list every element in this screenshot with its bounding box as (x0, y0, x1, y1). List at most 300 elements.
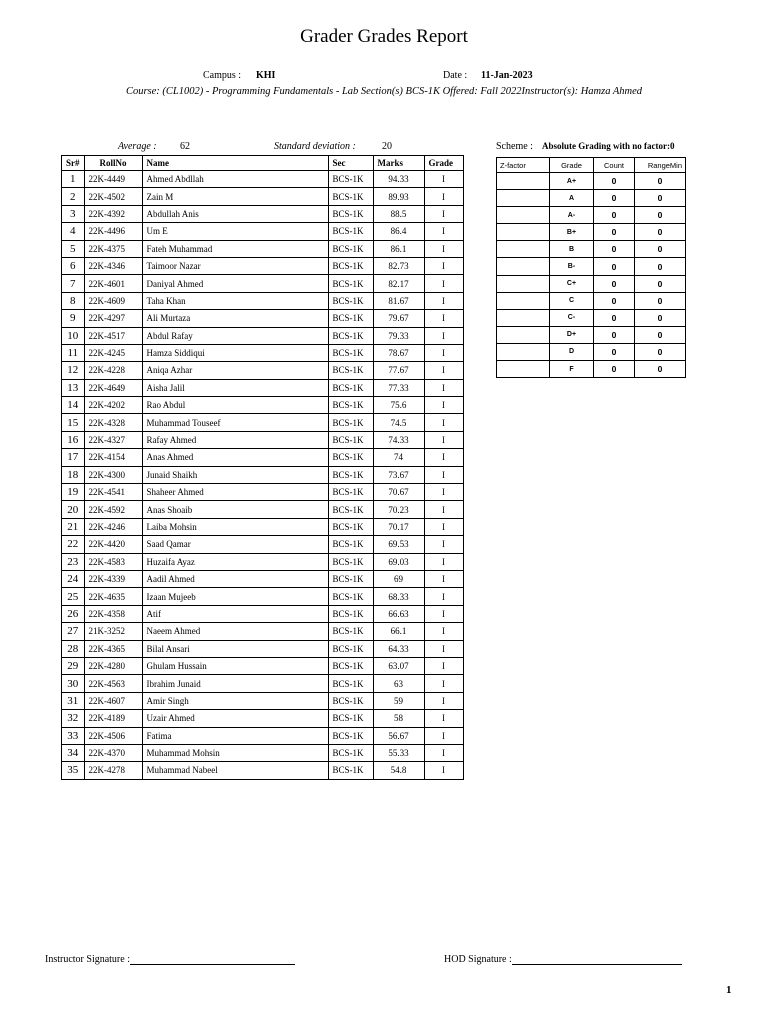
table-row (62, 275, 464, 292)
cell-marks: 86.4 (373, 223, 424, 240)
grading-scheme-table (496, 157, 686, 378)
cell-marks: 79.67 (373, 310, 424, 327)
scheme-row (497, 309, 686, 326)
cell-sr: 26 (62, 605, 85, 622)
table-row (62, 675, 464, 692)
scheme-row (497, 275, 686, 292)
cell-count: 0 (594, 326, 635, 343)
cell-marks: 70.67 (373, 484, 424, 501)
cell-grade: I (424, 553, 463, 570)
cell-rollno: 22K-4154 (84, 449, 142, 466)
cell-sec: BCS-1K (328, 188, 373, 205)
cell-grade: I (424, 449, 463, 466)
cell-sec: BCS-1K (328, 744, 373, 761)
cell-count: 0 (594, 207, 635, 224)
cell-grade: D (550, 343, 594, 360)
cell-name: Huzaifa Ayaz (142, 553, 328, 570)
cell-range-min: 0 (635, 190, 686, 207)
cell-rollno: 22K-4246 (84, 518, 142, 535)
table-row (62, 257, 464, 274)
scheme-row (497, 224, 686, 241)
cell-rollno: 22K-4449 (84, 171, 142, 188)
cell-marks: 54.8 (373, 762, 424, 779)
cell-sec: BCS-1K (328, 588, 373, 605)
cell-name: Aniqa Azhar (142, 362, 328, 379)
cell-range-min: 0 (635, 343, 686, 360)
cell-grade: I (424, 588, 463, 605)
cell-grade: C- (550, 309, 594, 326)
cell-sec: BCS-1K (328, 449, 373, 466)
cell-rollno: 22K-4592 (84, 501, 142, 518)
table-row (62, 640, 464, 657)
cell-grade: I (424, 501, 463, 518)
cell-grade: I (424, 362, 463, 379)
cell-rollno: 22K-4496 (84, 223, 142, 240)
table-row (62, 449, 464, 466)
cell-rollno: 22K-4245 (84, 344, 142, 361)
cell-sr: 19 (62, 484, 85, 501)
cell-sr: 30 (62, 675, 85, 692)
cell-sr: 34 (62, 744, 85, 761)
cell-sec: BCS-1K (328, 762, 373, 779)
cell-sr: 7 (62, 275, 85, 292)
cell-sec: BCS-1K (328, 379, 373, 396)
table-row (62, 570, 464, 587)
cell-grade: A+ (550, 173, 594, 190)
cell-sr: 12 (62, 362, 85, 379)
average-value: 62 (180, 141, 190, 152)
cell-grade: I (424, 171, 463, 188)
cell-marks: 70.23 (373, 501, 424, 518)
cell-sec: BCS-1K (328, 692, 373, 709)
std-deviation-value: 20 (382, 141, 392, 152)
cell-range-min: 0 (635, 258, 686, 275)
cell-z-factor (497, 343, 550, 360)
instructor-signature (45, 953, 295, 965)
cell-grade: I (424, 623, 463, 640)
cell-grade: I (424, 744, 463, 761)
cell-grade: C+ (550, 275, 594, 292)
cell-name: Fatima (142, 727, 328, 744)
header-name: Name (142, 156, 328, 171)
header-marks: Marks (373, 156, 424, 171)
campus-value: KHI (256, 70, 276, 81)
table-row (62, 605, 464, 622)
cell-grade: I (424, 257, 463, 274)
cell-sec: BCS-1K (328, 518, 373, 535)
table-row (62, 553, 464, 570)
scheme-row (497, 241, 686, 258)
table-row (62, 431, 464, 448)
table-row (62, 484, 464, 501)
cell-name: Saad Qamar (142, 536, 328, 553)
cell-name: Taimoor Nazar (142, 257, 328, 274)
cell-z-factor (497, 309, 550, 326)
cell-count: 0 (594, 190, 635, 207)
cell-name: Rao Abdul (142, 397, 328, 414)
cell-count: 0 (594, 241, 635, 258)
cell-z-factor (497, 326, 550, 343)
table-row (62, 710, 464, 727)
cell-z-factor (497, 190, 550, 207)
cell-marks: 66.63 (373, 605, 424, 622)
cell-sr: 31 (62, 692, 85, 709)
cell-rollno: 22K-4502 (84, 188, 142, 205)
cell-sr: 27 (62, 623, 85, 640)
cell-grade: I (424, 240, 463, 257)
cell-sec: BCS-1K (328, 605, 373, 622)
cell-rollno: 22K-4607 (84, 692, 142, 709)
cell-sec: BCS-1K (328, 223, 373, 240)
table-row (62, 188, 464, 205)
cell-rollno: 22K-4420 (84, 536, 142, 553)
cell-sec: BCS-1K (328, 310, 373, 327)
cell-rollno: 22K-4365 (84, 640, 142, 657)
cell-marks: 69.03 (373, 553, 424, 570)
cell-grade: A- (550, 207, 594, 224)
cell-name: Aisha Jalil (142, 379, 328, 396)
scheme-table-header (497, 158, 686, 173)
table-row (62, 727, 464, 744)
cell-grade: I (424, 657, 463, 674)
table-row (62, 466, 464, 483)
scheme-row (497, 292, 686, 309)
cell-name: Daniyal Ahmed (142, 275, 328, 292)
cell-grade: I (424, 310, 463, 327)
header-range-min: RangeMin (635, 158, 686, 173)
table-row (62, 762, 464, 779)
cell-grade: I (424, 466, 463, 483)
cell-rollno: 22K-4635 (84, 588, 142, 605)
cell-count: 0 (594, 173, 635, 190)
cell-sr: 23 (62, 553, 85, 570)
cell-rollno: 22K-4370 (84, 744, 142, 761)
cell-marks: 79.33 (373, 327, 424, 344)
cell-rollno: 22K-4541 (84, 484, 142, 501)
cell-sec: BCS-1K (328, 344, 373, 361)
cell-marks: 69 (373, 570, 424, 587)
cell-rollno: 22K-4280 (84, 657, 142, 674)
cell-z-factor (497, 275, 550, 292)
cell-sr: 32 (62, 710, 85, 727)
cell-name: Hamza Siddiqui (142, 344, 328, 361)
cell-name: Um E (142, 223, 328, 240)
cell-grade: I (424, 188, 463, 205)
campus-label: Campus : (203, 70, 242, 81)
cell-sr: 10 (62, 327, 85, 344)
table-row (62, 536, 464, 553)
cell-name: Anas Shoaib (142, 501, 328, 518)
table-row (62, 414, 464, 431)
cell-sr: 35 (62, 762, 85, 779)
cell-marks: 89.93 (373, 188, 424, 205)
table-row (62, 292, 464, 309)
cell-grade: I (424, 484, 463, 501)
header-sr: Sr# (62, 156, 85, 171)
scheme-row (497, 190, 686, 207)
cell-sec: BCS-1K (328, 675, 373, 692)
table-row (62, 205, 464, 222)
cell-grade: B+ (550, 224, 594, 241)
scheme-row (497, 361, 686, 378)
cell-grade: I (424, 379, 463, 396)
hod-signature-label: HOD Signature : (444, 954, 512, 965)
cell-grade: C (550, 292, 594, 309)
cell-sr: 24 (62, 570, 85, 587)
cell-marks: 82.17 (373, 275, 424, 292)
cell-sec: BCS-1K (328, 257, 373, 274)
header-grade: Grade (424, 156, 463, 171)
cell-sec: BCS-1K (328, 657, 373, 674)
header-grade: Grade (550, 158, 594, 173)
cell-z-factor (497, 224, 550, 241)
cell-grade: I (424, 275, 463, 292)
page-number: 1 (726, 984, 732, 996)
cell-rollno: 22K-4517 (84, 327, 142, 344)
cell-sec: BCS-1K (328, 536, 373, 553)
cell-marks: 63.07 (373, 657, 424, 674)
cell-grade: I (424, 223, 463, 240)
cell-grade: I (424, 344, 463, 361)
cell-sr: 25 (62, 588, 85, 605)
cell-name: Abdullah Anis (142, 205, 328, 222)
cell-sr: 4 (62, 223, 85, 240)
table-row (62, 310, 464, 327)
cell-grade: I (424, 675, 463, 692)
cell-marks: 59 (373, 692, 424, 709)
cell-marks: 94.33 (373, 171, 424, 188)
cell-rollno: 22K-4649 (84, 379, 142, 396)
cell-name: Ghulam Hussain (142, 657, 328, 674)
cell-sec: BCS-1K (328, 501, 373, 518)
scheme-row (497, 258, 686, 275)
header-rollno: RollNo (84, 156, 142, 171)
cell-name: Muhammad Touseef (142, 414, 328, 431)
cell-count: 0 (594, 292, 635, 309)
cell-grade: I (424, 762, 463, 779)
cell-grade: B (550, 241, 594, 258)
cell-rollno: 22K-4563 (84, 675, 142, 692)
cell-marks: 69.53 (373, 536, 424, 553)
cell-count: 0 (594, 343, 635, 360)
cell-grade: I (424, 397, 463, 414)
cell-sec: BCS-1K (328, 205, 373, 222)
cell-marks: 55.33 (373, 744, 424, 761)
cell-marks: 88.5 (373, 205, 424, 222)
cell-name: Anas Ahmed (142, 449, 328, 466)
cell-range-min: 0 (635, 207, 686, 224)
cell-sec: BCS-1K (328, 397, 373, 414)
cell-name: Muhammad Nabeel (142, 762, 328, 779)
cell-marks: 74 (373, 449, 424, 466)
table-row (62, 223, 464, 240)
cell-marks: 64.33 (373, 640, 424, 657)
cell-sr: 6 (62, 257, 85, 274)
cell-marks: 56.67 (373, 727, 424, 744)
cell-rollno: 22K-4375 (84, 240, 142, 257)
cell-sec: BCS-1K (328, 362, 373, 379)
cell-range-min: 0 (635, 275, 686, 292)
cell-grade: I (424, 692, 463, 709)
table-row (62, 344, 464, 361)
table-row (62, 240, 464, 257)
table-row (62, 501, 464, 518)
cell-sec: BCS-1K (328, 292, 373, 309)
cell-sr: 16 (62, 431, 85, 448)
cell-sr: 5 (62, 240, 85, 257)
instructor-signature-line (130, 953, 295, 965)
cell-rollno: 22K-4339 (84, 570, 142, 587)
cell-sr: 20 (62, 501, 85, 518)
cell-sec: BCS-1K (328, 171, 373, 188)
cell-z-factor (497, 361, 550, 378)
cell-z-factor (497, 292, 550, 309)
table-row (62, 362, 464, 379)
cell-name: Laiba Mohsin (142, 518, 328, 535)
cell-count: 0 (594, 309, 635, 326)
table-row (62, 692, 464, 709)
cell-sr: 22 (62, 536, 85, 553)
table-row (62, 657, 464, 674)
cell-marks: 58 (373, 710, 424, 727)
table-row (62, 623, 464, 640)
cell-name: Ali Murtaza (142, 310, 328, 327)
table-row (62, 379, 464, 396)
cell-z-factor (497, 207, 550, 224)
cell-rollno: 22K-4346 (84, 257, 142, 274)
cell-grade: B- (550, 258, 594, 275)
cell-range-min: 0 (635, 292, 686, 309)
cell-rollno: 22K-4609 (84, 292, 142, 309)
table-row (62, 397, 464, 414)
cell-sr: 8 (62, 292, 85, 309)
cell-sec: BCS-1K (328, 484, 373, 501)
cell-name: Uzair Ahmed (142, 710, 328, 727)
cell-marks: 75.6 (373, 397, 424, 414)
cell-rollno: 22K-4328 (84, 414, 142, 431)
cell-grade: I (424, 414, 463, 431)
cell-sec: BCS-1K (328, 640, 373, 657)
cell-grade: I (424, 327, 463, 344)
cell-sr: 11 (62, 344, 85, 361)
cell-range-min: 0 (635, 241, 686, 258)
cell-name: Ahmed Abdllah (142, 171, 328, 188)
cell-sec: BCS-1K (328, 431, 373, 448)
cell-grade: I (424, 205, 463, 222)
cell-grade: I (424, 431, 463, 448)
hod-signature-line (512, 953, 682, 965)
cell-sec: BCS-1K (328, 466, 373, 483)
cell-name: Zain M (142, 188, 328, 205)
cell-name: Rafay Ahmed (142, 431, 328, 448)
cell-sec: BCS-1K (328, 240, 373, 257)
cell-marks: 86.1 (373, 240, 424, 257)
cell-rollno: 21K-3252 (84, 623, 142, 640)
date-label: Date : (443, 70, 468, 81)
cell-marks: 77.33 (373, 379, 424, 396)
cell-rollno: 22K-4327 (84, 431, 142, 448)
cell-sr: 33 (62, 727, 85, 744)
cell-name: Shaheer Ahmed (142, 484, 328, 501)
cell-sr: 14 (62, 397, 85, 414)
cell-name: Aadil Ahmed (142, 570, 328, 587)
cell-rollno: 22K-4300 (84, 466, 142, 483)
course-info-line: Course: (CL1002) - Programming Fundamentals - Lab Section(s) BCS-1K Offered: Fall 2022Instructor(s): Hamza Ahmed (125, 86, 643, 97)
cell-rollno: 22K-4583 (84, 553, 142, 570)
cell-marks: 73.67 (373, 466, 424, 483)
cell-range-min: 0 (635, 309, 686, 326)
table-row (62, 171, 464, 188)
cell-rollno: 22K-4202 (84, 397, 142, 414)
cell-name: Fateh Muhammad (142, 240, 328, 257)
cell-name: Ibrahim Junaid (142, 675, 328, 692)
cell-sr: 17 (62, 449, 85, 466)
cell-marks: 78.67 (373, 344, 424, 361)
cell-marks: 74.33 (373, 431, 424, 448)
cell-rollno: 22K-4228 (84, 362, 142, 379)
cell-range-min: 0 (635, 361, 686, 378)
cell-name: Bilal Ansari (142, 640, 328, 657)
hod-signature (444, 953, 682, 965)
cell-grade: I (424, 570, 463, 587)
cell-z-factor (497, 173, 550, 190)
cell-range-min: 0 (635, 173, 686, 190)
table-row (62, 588, 464, 605)
cell-range-min: 0 (635, 326, 686, 343)
cell-name: Junaid Shaikh (142, 466, 328, 483)
grades-table (61, 155, 464, 780)
cell-sr: 1 (62, 171, 85, 188)
cell-rollno: 22K-4278 (84, 762, 142, 779)
table-row (62, 327, 464, 344)
cell-sr: 15 (62, 414, 85, 431)
cell-grade: I (424, 518, 463, 535)
scheme-row (497, 207, 686, 224)
cell-count: 0 (594, 224, 635, 241)
cell-rollno: 22K-4506 (84, 727, 142, 744)
cell-sr: 3 (62, 205, 85, 222)
table-row (62, 518, 464, 535)
cell-count: 0 (594, 361, 635, 378)
cell-z-factor (497, 241, 550, 258)
cell-rollno: 22K-4601 (84, 275, 142, 292)
scheme-label: Scheme : (496, 141, 533, 152)
cell-sr: 21 (62, 518, 85, 535)
cell-grade: I (424, 536, 463, 553)
instructor-signature-label: Instructor Signature : (45, 954, 130, 965)
cell-sec: BCS-1K (328, 710, 373, 727)
cell-rollno: 22K-4189 (84, 710, 142, 727)
cell-count: 0 (594, 258, 635, 275)
cell-z-factor (497, 258, 550, 275)
std-deviation-label: Standard deviation : (274, 141, 356, 152)
cell-grade: F (550, 361, 594, 378)
cell-range-min: 0 (635, 224, 686, 241)
cell-sec: BCS-1K (328, 727, 373, 744)
cell-sr: 9 (62, 310, 85, 327)
header-count: Count (594, 158, 635, 173)
cell-marks: 68.33 (373, 588, 424, 605)
cell-name: Amir Singh (142, 692, 328, 709)
cell-sec: BCS-1K (328, 623, 373, 640)
cell-marks: 63 (373, 675, 424, 692)
date-value: 11-Jan-2023 (481, 70, 533, 81)
average-label: Average : (118, 141, 157, 152)
cell-name: Muhammad Mohsin (142, 744, 328, 761)
cell-sr: 29 (62, 657, 85, 674)
cell-sec: BCS-1K (328, 414, 373, 431)
cell-marks: 66.1 (373, 623, 424, 640)
